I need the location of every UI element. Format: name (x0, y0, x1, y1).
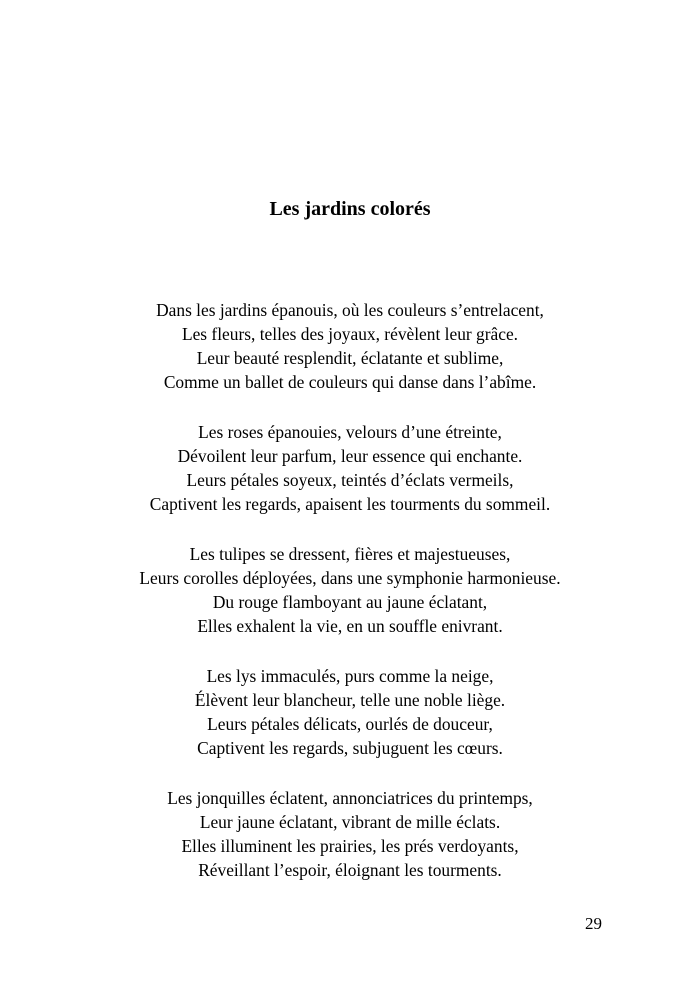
verse-line: Les lys immaculés, purs comme la neige, (206, 666, 494, 686)
verse-line: Dans les jardins épanouis, où les couleurs s’entrelacent, (156, 300, 544, 320)
verse-line: Leurs pétales délicats, ourlés de douceur, (207, 714, 493, 734)
verse-line: Les tulipes se dressent, fières et majestueuses, (189, 544, 511, 564)
verse-line: Dévoilent leur parfum, leur essence qui enchante. (177, 446, 523, 466)
verse-line: Élèvent leur blancheur, telle une noble liège. (194, 690, 506, 710)
verse-line: Du rouge flamboyant au jaune éclatant, (212, 592, 488, 612)
verse-line: Leur jaune éclatant, vibrant de mille éclats. (199, 812, 501, 832)
stanza (0, 542, 700, 638)
verse-line: Comme un ballet de couleurs qui danse dans l’abîme. (163, 372, 537, 392)
verse-line: Les jonquilles éclatent, annonciatrices du printemps, (167, 788, 533, 808)
stanza (0, 664, 700, 760)
page-number: 29 (585, 914, 602, 933)
stanza (0, 420, 700, 516)
stanza (0, 298, 700, 394)
stanza (0, 786, 700, 882)
verse-line: Captivent les regards, subjuguent les cœurs. (197, 738, 503, 758)
verse-line: Réveillant l’espoir, éloignant les tourments. (198, 860, 502, 880)
poem-title: Les jardins colorés (269, 198, 431, 220)
verse-line: Leurs pétales soyeux, teintés d’éclats vermeils, (186, 470, 514, 490)
verse-line: Les fleurs, telles des joyaux, révèlent leur grâce. (181, 324, 519, 344)
verse-line: Les roses épanouies, velours d’une étreinte, (198, 422, 502, 442)
verse-line: Captivent les regards, apaisent les tourments du sommeil. (149, 494, 551, 514)
poem-body (0, 298, 700, 908)
verse-line: Elles exhalent la vie, en un souffle enivrant. (197, 616, 503, 636)
verse-line: Leur beauté resplendit, éclatante et sublime, (196, 348, 504, 368)
verse-line: Elles illuminent les prairies, les prés verdoyants, (181, 836, 519, 856)
verse-line: Leurs corolles déployées, dans une symphonie harmonieuse. (139, 568, 561, 588)
